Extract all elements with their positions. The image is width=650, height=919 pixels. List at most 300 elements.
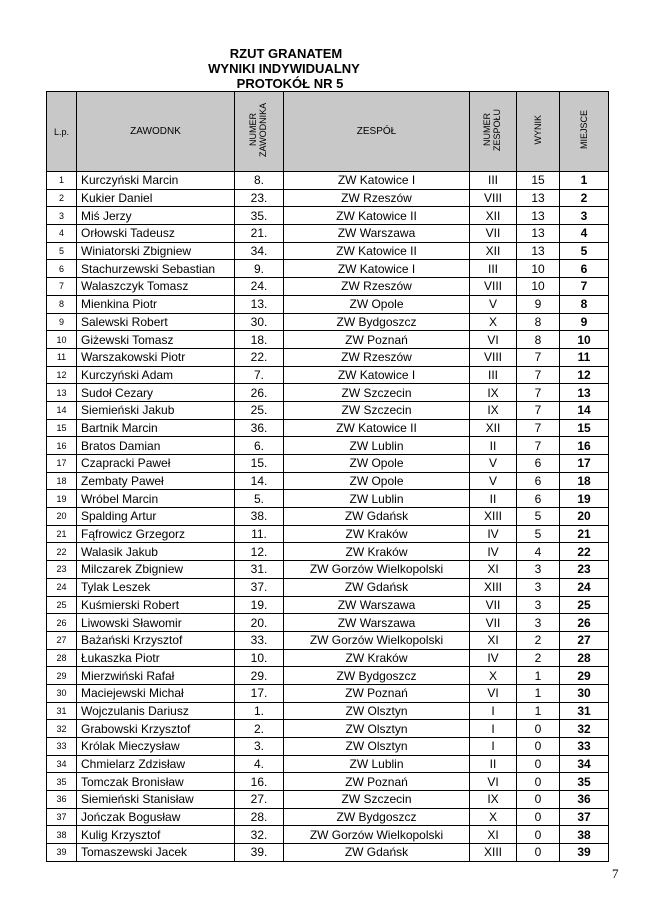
row-lp: 7	[47, 278, 77, 296]
row-team: ZW Bydgoszcz	[284, 667, 470, 685]
header-team: ZESPÓŁ	[284, 92, 470, 172]
row-name: Winiatorski Zbigniew	[77, 242, 235, 260]
row-number: 10.	[235, 649, 284, 667]
row-number: 19.	[235, 596, 284, 614]
row-lp: 10	[47, 331, 77, 349]
row-team: ZW Katowice II	[284, 419, 470, 437]
row-number: 25.	[235, 401, 284, 419]
row-lp: 19	[47, 490, 77, 508]
row-lp: 12	[47, 366, 77, 384]
row-result: 0	[517, 720, 560, 738]
row-team-number: VI	[470, 684, 517, 702]
row-lp: 32	[47, 720, 77, 738]
table-row	[47, 348, 609, 366]
row-team-number: VI	[470, 331, 517, 349]
row-place: 36	[560, 791, 609, 809]
row-team: ZW Opole	[284, 295, 470, 313]
row-place: 19	[560, 490, 609, 508]
row-place: 22	[560, 543, 609, 561]
row-name: Tomczak Bronisław	[77, 773, 235, 791]
row-number: 18.	[235, 331, 284, 349]
row-team-number: IX	[470, 401, 517, 419]
row-lp: 5	[47, 242, 77, 260]
row-team: ZW Poznań	[284, 773, 470, 791]
row-lp: 3	[47, 207, 77, 225]
row-lp: 18	[47, 472, 77, 490]
header-team-number	[470, 92, 517, 172]
row-result: 13	[517, 189, 560, 207]
row-name: Chmielarz Zdzisław	[77, 755, 235, 773]
row-result: 8	[517, 331, 560, 349]
row-result: 4	[517, 543, 560, 561]
table-row	[47, 278, 609, 296]
row-team: ZW Katowice I	[284, 260, 470, 278]
row-team: ZW Katowice I	[284, 366, 470, 384]
row-team: ZW Warszawa	[284, 225, 470, 243]
row-number: 33.	[235, 631, 284, 649]
row-team: ZW Rzeszów	[284, 189, 470, 207]
row-place: 6	[560, 260, 609, 278]
row-team-number: II	[470, 490, 517, 508]
row-result: 0	[517, 808, 560, 826]
row-result: 0	[517, 844, 560, 862]
row-result: 7	[517, 366, 560, 384]
row-team: ZW Katowice II	[284, 242, 470, 260]
row-team-number: I	[470, 720, 517, 738]
row-team-number: XII	[470, 207, 517, 225]
row-team: ZW Lublin	[284, 490, 470, 508]
table-row	[47, 755, 609, 773]
row-place: 33	[560, 738, 609, 756]
row-lp: 39	[47, 844, 77, 862]
row-number: 35.	[235, 207, 284, 225]
row-lp: 23	[47, 561, 77, 579]
row-number: 34.	[235, 242, 284, 260]
row-result: 0	[517, 826, 560, 844]
table-row	[47, 649, 609, 667]
row-lp: 36	[47, 791, 77, 809]
row-lp: 38	[47, 826, 77, 844]
row-place: 26	[560, 614, 609, 632]
table-row	[47, 702, 609, 720]
table-row	[47, 525, 609, 543]
row-team-number: XIII	[470, 508, 517, 526]
row-result: 7	[517, 401, 560, 419]
row-name: Sudoł Cezary	[77, 384, 235, 402]
row-number: 26.	[235, 384, 284, 402]
row-team: ZW Poznań	[284, 331, 470, 349]
table-row	[47, 667, 609, 685]
row-team: ZW Bydgoszcz	[284, 808, 470, 826]
row-place: 29	[560, 667, 609, 685]
row-name: Grabowski Krzysztof	[77, 720, 235, 738]
row-team-number: XII	[470, 419, 517, 437]
row-lp: 11	[47, 348, 77, 366]
row-place: 37	[560, 808, 609, 826]
row-number: 17.	[235, 684, 284, 702]
row-place: 1	[560, 172, 609, 190]
table-row	[47, 242, 609, 260]
row-place: 39	[560, 844, 609, 862]
row-team: ZW Olsztyn	[284, 738, 470, 756]
row-place: 21	[560, 525, 609, 543]
row-lp: 15	[47, 419, 77, 437]
row-name: Kuśmierski Robert	[77, 596, 235, 614]
row-name: Jończak Bogusław	[77, 808, 235, 826]
row-name: Salewski Robert	[77, 313, 235, 331]
row-result: 7	[517, 437, 560, 455]
row-name: Miś Jerzy	[77, 207, 235, 225]
row-number: 14.	[235, 472, 284, 490]
row-team: ZW Katowice II	[284, 207, 470, 225]
row-result: 7	[517, 348, 560, 366]
table-row	[47, 791, 609, 809]
row-name: Spalding Artur	[77, 508, 235, 526]
table-row	[47, 773, 609, 791]
row-result: 9	[517, 295, 560, 313]
header-number-label: NUMER ZAWODNIKA	[248, 102, 268, 158]
document-title: RZUT GRANATEM	[229, 46, 343, 61]
row-number: 11.	[235, 525, 284, 543]
table-row	[47, 578, 609, 596]
table-row	[47, 614, 609, 632]
page-number: 7	[612, 866, 619, 881]
row-name: Liwowski Sławomir	[77, 614, 235, 632]
row-number: 16.	[235, 773, 284, 791]
row-team: ZW Gdańsk	[284, 578, 470, 596]
row-result: 15	[517, 172, 560, 190]
row-place: 3	[560, 207, 609, 225]
row-team-number: VIII	[470, 348, 517, 366]
row-place: 15	[560, 419, 609, 437]
row-result: 0	[517, 755, 560, 773]
row-result: 0	[517, 738, 560, 756]
row-lp: 30	[47, 684, 77, 702]
row-lp: 6	[47, 260, 77, 278]
row-number: 22.	[235, 348, 284, 366]
row-place: 9	[560, 313, 609, 331]
row-lp: 37	[47, 808, 77, 826]
row-result: 5	[517, 525, 560, 543]
row-team-number: I	[470, 702, 517, 720]
row-result: 7	[517, 419, 560, 437]
table-row	[47, 543, 609, 561]
table-row	[47, 313, 609, 331]
row-team: ZW Gdańsk	[284, 508, 470, 526]
row-lp: 29	[47, 667, 77, 685]
row-place: 18	[560, 472, 609, 490]
row-place: 24	[560, 578, 609, 596]
row-lp: 8	[47, 295, 77, 313]
row-place: 14	[560, 401, 609, 419]
row-name: Siemieński Stanisław	[77, 791, 235, 809]
row-name: Maciejewski Michał	[77, 684, 235, 702]
row-number: 13.	[235, 295, 284, 313]
table-row	[47, 596, 609, 614]
table-row	[47, 331, 609, 349]
row-team: ZW Bydgoszcz	[284, 313, 470, 331]
table-row	[47, 455, 609, 473]
row-team: ZW Opole	[284, 455, 470, 473]
row-number: 1.	[235, 702, 284, 720]
row-place: 28	[560, 649, 609, 667]
row-place: 4	[560, 225, 609, 243]
header-place-label: MIEJSCE	[579, 110, 589, 150]
row-place: 17	[560, 455, 609, 473]
table-row	[47, 366, 609, 384]
row-result: 5	[517, 508, 560, 526]
table-row	[47, 808, 609, 826]
row-team-number: II	[470, 755, 517, 773]
row-number: 4.	[235, 755, 284, 773]
row-number: 15.	[235, 455, 284, 473]
header-result-label: WYNIK	[533, 115, 543, 145]
row-number: 12.	[235, 543, 284, 561]
row-team-number: VII	[470, 596, 517, 614]
row-result: 1	[517, 684, 560, 702]
row-number: 3.	[235, 738, 284, 756]
row-place: 27	[560, 631, 609, 649]
row-number: 24.	[235, 278, 284, 296]
row-name: Łukaszka Piotr	[77, 649, 235, 667]
row-place: 8	[560, 295, 609, 313]
row-name: Wojczulanis Dariusz	[77, 702, 235, 720]
row-team: ZW Opole	[284, 472, 470, 490]
row-name: Tomaszewski Jacek	[77, 844, 235, 862]
row-team-number: V	[470, 295, 517, 313]
row-team: ZW Warszawa	[284, 614, 470, 632]
row-lp: 24	[47, 578, 77, 596]
row-team: ZW Szczecin	[284, 401, 470, 419]
document-subtitle: WYNIKI INDYWIDUALNY	[208, 61, 360, 76]
row-lp: 4	[47, 225, 77, 243]
results-table	[46, 91, 609, 862]
header-result	[517, 92, 560, 172]
row-team: ZW Katowice I	[284, 172, 470, 190]
row-team: ZW Gorzów Wielkopolski	[284, 826, 470, 844]
row-team: ZW Olsztyn	[284, 720, 470, 738]
row-team: ZW Warszawa	[284, 596, 470, 614]
table-row	[47, 437, 609, 455]
row-name: Tylak Leszek	[77, 578, 235, 596]
row-number: 20.	[235, 614, 284, 632]
row-name: Zembaty Paweł	[77, 472, 235, 490]
row-team-number: X	[470, 667, 517, 685]
row-team: ZW Poznań	[284, 684, 470, 702]
row-team-number: VII	[470, 225, 517, 243]
table-row	[47, 561, 609, 579]
table-row	[47, 189, 609, 207]
row-lp: 31	[47, 702, 77, 720]
row-team: ZW Kraków	[284, 649, 470, 667]
row-result: 8	[517, 313, 560, 331]
row-lp: 13	[47, 384, 77, 402]
row-team-number: XII	[470, 242, 517, 260]
header-place	[560, 92, 609, 172]
row-lp: 16	[47, 437, 77, 455]
row-number: 29.	[235, 667, 284, 685]
row-place: 25	[560, 596, 609, 614]
row-lp: 9	[47, 313, 77, 331]
row-number: 7.	[235, 366, 284, 384]
row-name: Mierzwiński Rafał	[77, 667, 235, 685]
row-team: ZW Rzeszów	[284, 278, 470, 296]
row-team: ZW Lublin	[284, 755, 470, 773]
row-number: 37.	[235, 578, 284, 596]
row-name: Siemieński Jakub	[77, 401, 235, 419]
row-team-number: III	[470, 366, 517, 384]
table-row	[47, 419, 609, 437]
table-row	[47, 472, 609, 490]
row-name: Giżewski Tomasz	[77, 331, 235, 349]
row-number: 36.	[235, 419, 284, 437]
row-place: 12	[560, 366, 609, 384]
row-team-number: XIII	[470, 844, 517, 862]
row-lp: 34	[47, 755, 77, 773]
row-team-number: IV	[470, 525, 517, 543]
row-lp: 17	[47, 455, 77, 473]
row-team-number: XI	[470, 631, 517, 649]
row-lp: 28	[47, 649, 77, 667]
row-result: 2	[517, 649, 560, 667]
row-result: 0	[517, 791, 560, 809]
row-place: 7	[560, 278, 609, 296]
row-name: Mienkina Piotr	[77, 295, 235, 313]
row-result: 13	[517, 207, 560, 225]
table-row	[47, 207, 609, 225]
row-lp: 33	[47, 738, 77, 756]
row-result: 1	[517, 667, 560, 685]
table-row	[47, 826, 609, 844]
row-team-number: V	[470, 455, 517, 473]
row-name: Walaszczyk Tomasz	[77, 278, 235, 296]
row-number: 23.	[235, 189, 284, 207]
row-team-number: IV	[470, 649, 517, 667]
row-result: 7	[517, 384, 560, 402]
row-team-number: IX	[470, 384, 517, 402]
row-result: 3	[517, 614, 560, 632]
row-name: Wróbel Marcin	[77, 490, 235, 508]
row-number: 5.	[235, 490, 284, 508]
row-number: 30.	[235, 313, 284, 331]
row-team: ZW Kraków	[284, 543, 470, 561]
row-team-number: III	[470, 172, 517, 190]
table-row	[47, 172, 609, 190]
row-result: 6	[517, 490, 560, 508]
row-team-number: III	[470, 260, 517, 278]
row-place: 38	[560, 826, 609, 844]
row-team-number: X	[470, 313, 517, 331]
row-name: Bratos Damian	[77, 437, 235, 455]
row-name: Kukier Daniel	[77, 189, 235, 207]
row-place: 16	[560, 437, 609, 455]
table-row	[47, 225, 609, 243]
row-team-number: VII	[470, 614, 517, 632]
header-lp: L.p.	[47, 92, 77, 172]
row-team-number: II	[470, 437, 517, 455]
row-number: 27.	[235, 791, 284, 809]
row-result: 3	[517, 561, 560, 579]
row-lp: 25	[47, 596, 77, 614]
row-name: Orłowski Tadeusz	[77, 225, 235, 243]
row-number: 9.	[235, 260, 284, 278]
row-name: Kurczyński Marcin	[77, 172, 235, 190]
header-name: ZAWODNK	[77, 92, 235, 172]
row-team: ZW Lublin	[284, 437, 470, 455]
row-lp: 1	[47, 172, 77, 190]
row-team-number: VIII	[470, 189, 517, 207]
row-place: 13	[560, 384, 609, 402]
header-team-number-label: NUMER ZESPOŁU	[482, 109, 502, 152]
row-team-number: XI	[470, 561, 517, 579]
table-row	[47, 295, 609, 313]
table-row	[47, 631, 609, 649]
row-number: 31.	[235, 561, 284, 579]
row-name: Bartnik Marcin	[77, 419, 235, 437]
header-number	[235, 92, 284, 172]
row-team-number: VI	[470, 773, 517, 791]
row-name: Kulig Krzysztof	[77, 826, 235, 844]
row-result: 3	[517, 596, 560, 614]
row-team-number: IX	[470, 791, 517, 809]
row-team: ZW Gorzów Wielkopolski	[284, 561, 470, 579]
table-row	[47, 401, 609, 419]
row-result: 2	[517, 631, 560, 649]
row-place: 31	[560, 702, 609, 720]
table-header-row	[47, 92, 609, 172]
row-place: 20	[560, 508, 609, 526]
row-name: Bażański Krzysztof	[77, 631, 235, 649]
row-result: 10	[517, 260, 560, 278]
row-result: 13	[517, 225, 560, 243]
row-place: 32	[560, 720, 609, 738]
row-number: 39.	[235, 844, 284, 862]
row-result: 0	[517, 773, 560, 791]
row-number: 8.	[235, 172, 284, 190]
row-name: Stachurzewski Sebastian	[77, 260, 235, 278]
row-number: 21.	[235, 225, 284, 243]
row-team-number: X	[470, 808, 517, 826]
row-number: 28.	[235, 808, 284, 826]
row-number: 32.	[235, 826, 284, 844]
row-team-number: VIII	[470, 278, 517, 296]
row-lp: 2	[47, 189, 77, 207]
row-result: 6	[517, 455, 560, 473]
table-row	[47, 738, 609, 756]
row-place: 35	[560, 773, 609, 791]
row-place: 23	[560, 561, 609, 579]
row-place: 2	[560, 189, 609, 207]
table-row	[47, 720, 609, 738]
row-name: Warszakowski Piotr	[77, 348, 235, 366]
row-team: ZW Gorzów Wielkopolski	[284, 631, 470, 649]
row-result: 13	[517, 242, 560, 260]
row-lp: 21	[47, 525, 77, 543]
table-body	[47, 172, 609, 862]
row-team: ZW Rzeszów	[284, 348, 470, 366]
row-name: Kurczyński Adam	[77, 366, 235, 384]
table-row	[47, 684, 609, 702]
row-lp: 35	[47, 773, 77, 791]
row-lp: 14	[47, 401, 77, 419]
table-row	[47, 384, 609, 402]
row-name: Walasik Jakub	[77, 543, 235, 561]
table-row	[47, 490, 609, 508]
row-result: 3	[517, 578, 560, 596]
row-team-number: IV	[470, 543, 517, 561]
row-place: 10	[560, 331, 609, 349]
row-team-number: XIII	[470, 578, 517, 596]
